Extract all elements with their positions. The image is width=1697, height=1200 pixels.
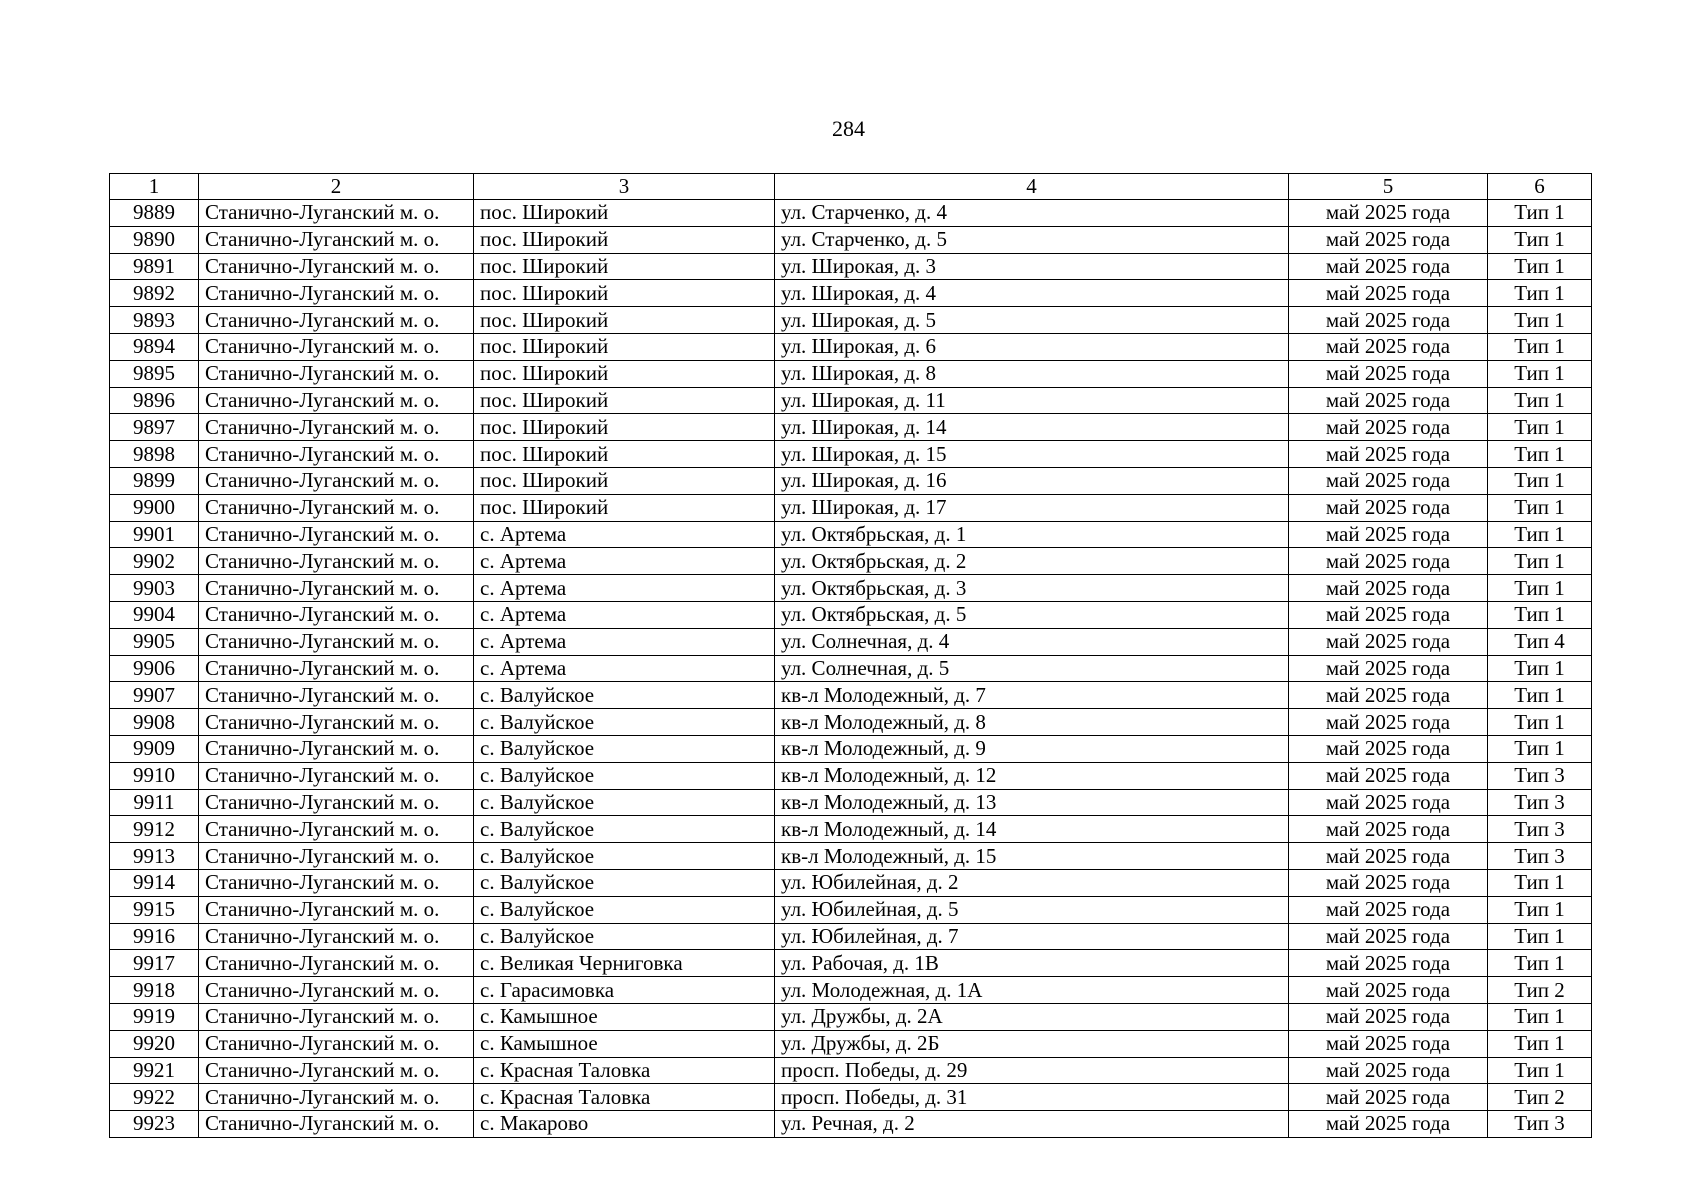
municipality-cell: Станично-Луганский м. о. — [199, 977, 474, 1004]
settlement-cell: с. Валуйское — [474, 843, 775, 870]
address-cell: кв-л Молодежный, д. 14 — [775, 816, 1289, 843]
address-cell: ул. Широкая, д. 14 — [775, 414, 1289, 441]
period-cell: май 2025 года — [1289, 575, 1488, 602]
period-cell: май 2025 года — [1289, 735, 1488, 762]
settlement-cell: с. Красная Таловка — [474, 1084, 775, 1111]
table-row — [110, 494, 1592, 521]
type-cell: Тип 1 — [1488, 575, 1592, 602]
type-cell: Тип 4 — [1488, 628, 1592, 655]
settlement-cell: с. Артема — [474, 655, 775, 682]
table-row — [110, 682, 1592, 709]
table-row — [110, 253, 1592, 280]
row-number-cell: 9895 — [110, 360, 199, 387]
row-number-cell: 9890 — [110, 226, 199, 253]
period-cell: май 2025 года — [1289, 977, 1488, 1004]
settlement-cell: пос. Широкий — [474, 253, 775, 280]
address-cell: кв-л Молодежный, д. 9 — [775, 735, 1289, 762]
type-cell: Тип 1 — [1488, 360, 1592, 387]
address-cell: ул. Широкая, д. 4 — [775, 280, 1289, 307]
row-number-cell: 9902 — [110, 548, 199, 575]
table-row — [110, 896, 1592, 923]
settlement-cell: с. Валуйское — [474, 869, 775, 896]
settlement-cell: с. Великая Черниговка — [474, 950, 775, 977]
row-number-cell: 9891 — [110, 253, 199, 280]
row-number-cell: 9920 — [110, 1030, 199, 1057]
table-row — [110, 735, 1592, 762]
type-cell: Тип 3 — [1488, 843, 1592, 870]
address-cell: ул. Широкая, д. 17 — [775, 494, 1289, 521]
row-number-cell: 9898 — [110, 441, 199, 468]
settlement-cell: с. Валуйское — [474, 735, 775, 762]
settlement-cell: с. Артема — [474, 601, 775, 628]
row-number-cell: 9914 — [110, 869, 199, 896]
type-cell: Тип 3 — [1488, 1111, 1592, 1138]
municipality-cell: Станично-Луганский м. о. — [199, 387, 474, 414]
address-cell: ул. Широкая, д. 5 — [775, 307, 1289, 334]
address-cell: ул. Дружбы, д. 2Б — [775, 1030, 1289, 1057]
period-cell: май 2025 года — [1289, 843, 1488, 870]
municipality-cell: Станично-Луганский м. о. — [199, 575, 474, 602]
row-number-cell: 9921 — [110, 1057, 199, 1084]
table-header — [110, 174, 1592, 200]
period-cell: май 2025 года — [1289, 280, 1488, 307]
table-row — [110, 762, 1592, 789]
settlement-cell: пос. Широкий — [474, 307, 775, 334]
address-cell: ул. Солнечная, д. 5 — [775, 655, 1289, 682]
row-number-cell: 9918 — [110, 977, 199, 1004]
settlement-cell: пос. Широкий — [474, 387, 775, 414]
period-cell: май 2025 года — [1289, 360, 1488, 387]
municipality-cell: Станично-Луганский м. о. — [199, 601, 474, 628]
table-row — [110, 923, 1592, 950]
municipality-cell: Станично-Луганский м. о. — [199, 1084, 474, 1111]
address-cell: ул. Старченко, д. 5 — [775, 226, 1289, 253]
table-row — [110, 441, 1592, 468]
address-cell: ул. Юбилейная, д. 5 — [775, 896, 1289, 923]
row-number-cell: 9893 — [110, 307, 199, 334]
table-row — [110, 280, 1592, 307]
municipality-cell: Станично-Луганский м. о. — [199, 1030, 474, 1057]
municipality-cell: Станично-Луганский м. о. — [199, 253, 474, 280]
row-number-cell: 9911 — [110, 789, 199, 816]
table-row — [110, 200, 1592, 227]
period-cell: май 2025 года — [1289, 387, 1488, 414]
type-cell: Тип 1 — [1488, 226, 1592, 253]
municipality-cell: Станично-Луганский м. о. — [199, 1003, 474, 1030]
type-cell: Тип 1 — [1488, 709, 1592, 736]
type-cell: Тип 1 — [1488, 869, 1592, 896]
settlement-cell: с. Камышное — [474, 1003, 775, 1030]
municipality-cell: Станично-Луганский м. о. — [199, 816, 474, 843]
type-cell: Тип 1 — [1488, 467, 1592, 494]
type-cell: Тип 2 — [1488, 1084, 1592, 1111]
table-row — [110, 548, 1592, 575]
period-cell: май 2025 года — [1289, 333, 1488, 360]
type-cell: Тип 1 — [1488, 521, 1592, 548]
address-cell: ул. Широкая, д. 8 — [775, 360, 1289, 387]
row-number-cell: 9906 — [110, 655, 199, 682]
settlement-cell: с. Артема — [474, 548, 775, 575]
row-number-cell: 9910 — [110, 762, 199, 789]
type-cell: Тип 1 — [1488, 307, 1592, 334]
period-cell: май 2025 года — [1289, 521, 1488, 548]
row-number-cell: 9919 — [110, 1003, 199, 1030]
header-row — [110, 174, 1592, 200]
type-cell: Тип 1 — [1488, 548, 1592, 575]
settlement-cell: с. Валуйское — [474, 709, 775, 736]
address-cell: ул. Широкая, д. 16 — [775, 467, 1289, 494]
row-number-cell: 9913 — [110, 843, 199, 870]
table-row — [110, 950, 1592, 977]
address-cell: ул. Широкая, д. 3 — [775, 253, 1289, 280]
table-body — [110, 200, 1592, 1138]
address-cell: ул. Широкая, д. 11 — [775, 387, 1289, 414]
type-cell: Тип 1 — [1488, 923, 1592, 950]
period-cell: май 2025 года — [1289, 1003, 1488, 1030]
table-row — [110, 843, 1592, 870]
row-number-cell: 9907 — [110, 682, 199, 709]
row-number-cell: 9899 — [110, 467, 199, 494]
row-number-cell: 9900 — [110, 494, 199, 521]
settlement-cell: с. Артема — [474, 521, 775, 548]
row-number-cell: 9896 — [110, 387, 199, 414]
municipality-cell: Станично-Луганский м. о. — [199, 735, 474, 762]
period-cell: май 2025 года — [1289, 548, 1488, 575]
row-number-cell: 9909 — [110, 735, 199, 762]
type-cell: Тип 3 — [1488, 789, 1592, 816]
table-row — [110, 601, 1592, 628]
period-cell: май 2025 года — [1289, 762, 1488, 789]
period-cell: май 2025 года — [1289, 226, 1488, 253]
settlement-cell: пос. Широкий — [474, 360, 775, 387]
row-number-cell: 9889 — [110, 200, 199, 227]
municipality-cell: Станично-Луганский м. о. — [199, 682, 474, 709]
type-cell: Тип 1 — [1488, 601, 1592, 628]
period-cell: май 2025 года — [1289, 923, 1488, 950]
municipality-cell: Станично-Луганский м. о. — [199, 333, 474, 360]
period-cell: май 2025 года — [1289, 655, 1488, 682]
address-cell: ул. Юбилейная, д. 2 — [775, 869, 1289, 896]
period-cell: май 2025 года — [1289, 253, 1488, 280]
address-cell: кв-л Молодежный, д. 7 — [775, 682, 1289, 709]
table-row — [110, 1084, 1592, 1111]
type-cell: Тип 1 — [1488, 200, 1592, 227]
settlement-cell: пос. Широкий — [474, 200, 775, 227]
table-row — [110, 1057, 1592, 1084]
table-row — [110, 628, 1592, 655]
type-cell: Тип 1 — [1488, 950, 1592, 977]
table-row — [110, 575, 1592, 602]
settlement-cell: с. Валуйское — [474, 762, 775, 789]
period-cell: май 2025 года — [1289, 709, 1488, 736]
address-cell: просп. Победы, д. 29 — [775, 1057, 1289, 1084]
address-cell: ул. Рабочая, д. 1В — [775, 950, 1289, 977]
row-number-cell: 9903 — [110, 575, 199, 602]
address-cell: ул. Старченко, д. 4 — [775, 200, 1289, 227]
settlement-cell: пос. Широкий — [474, 333, 775, 360]
type-cell: Тип 3 — [1488, 816, 1592, 843]
table-row — [110, 414, 1592, 441]
period-cell: май 2025 года — [1289, 950, 1488, 977]
type-cell: Тип 1 — [1488, 1057, 1592, 1084]
table-row — [110, 307, 1592, 334]
address-cell: ул. Речная, д. 2 — [775, 1111, 1289, 1138]
settlement-cell: с. Валуйское — [474, 789, 775, 816]
municipality-cell: Станично-Луганский м. о. — [199, 307, 474, 334]
period-cell: май 2025 года — [1289, 869, 1488, 896]
period-cell: май 2025 года — [1289, 628, 1488, 655]
settlement-cell: с. Валуйское — [474, 896, 775, 923]
type-cell: Тип 1 — [1488, 441, 1592, 468]
type-cell: Тип 1 — [1488, 655, 1592, 682]
settlement-cell: с. Гарасимовка — [474, 977, 775, 1004]
type-cell: Тип 1 — [1488, 682, 1592, 709]
municipality-cell: Станично-Луганский м. о. — [199, 950, 474, 977]
page-number: 284 — [832, 116, 865, 141]
settlement-cell: с. Макарово — [474, 1111, 775, 1138]
type-cell: Тип 1 — [1488, 414, 1592, 441]
period-cell: май 2025 года — [1289, 467, 1488, 494]
address-cell: кв-л Молодежный, д. 13 — [775, 789, 1289, 816]
period-cell: май 2025 года — [1289, 414, 1488, 441]
period-cell: май 2025 года — [1289, 896, 1488, 923]
table-row — [110, 333, 1592, 360]
period-cell: май 2025 года — [1289, 601, 1488, 628]
address-cell: ул. Молодежная, д. 1А — [775, 977, 1289, 1004]
type-cell: Тип 1 — [1488, 735, 1592, 762]
municipality-cell: Станично-Луганский м. о. — [199, 869, 474, 896]
row-number-cell: 9905 — [110, 628, 199, 655]
address-cell: ул. Юбилейная, д. 7 — [775, 923, 1289, 950]
row-number-cell: 9922 — [110, 1084, 199, 1111]
type-cell: Тип 1 — [1488, 1030, 1592, 1057]
address-cell: кв-л Молодежный, д. 15 — [775, 843, 1289, 870]
table-row — [110, 1003, 1592, 1030]
municipality-cell: Станично-Луганский м. о. — [199, 441, 474, 468]
row-number-cell: 9894 — [110, 333, 199, 360]
type-cell: Тип 1 — [1488, 1003, 1592, 1030]
table-row — [110, 709, 1592, 736]
period-cell: май 2025 года — [1289, 682, 1488, 709]
period-cell: май 2025 года — [1289, 789, 1488, 816]
type-cell: Тип 3 — [1488, 762, 1592, 789]
table-row — [110, 869, 1592, 896]
type-cell: Тип 1 — [1488, 333, 1592, 360]
municipality-cell: Станично-Луганский м. о. — [199, 709, 474, 736]
row-number-cell: 9915 — [110, 896, 199, 923]
address-cell: ул. Солнечная, д. 4 — [775, 628, 1289, 655]
address-cell: ул. Широкая, д. 15 — [775, 441, 1289, 468]
settlement-cell: пос. Широкий — [474, 226, 775, 253]
address-cell: ул. Октябрьская, д. 1 — [775, 521, 1289, 548]
municipality-cell: Станично-Луганский м. о. — [199, 762, 474, 789]
table-row — [110, 1030, 1592, 1057]
table-row — [110, 789, 1592, 816]
period-cell: май 2025 года — [1289, 1111, 1488, 1138]
address-cell: ул. Дружбы, д. 2А — [775, 1003, 1289, 1030]
column-header-6: 6 — [1488, 174, 1592, 200]
address-cell: ул. Октябрьская, д. 5 — [775, 601, 1289, 628]
period-cell: май 2025 года — [1289, 1057, 1488, 1084]
row-number-cell: 9923 — [110, 1111, 199, 1138]
row-number-cell: 9892 — [110, 280, 199, 307]
column-header-5: 5 — [1289, 174, 1488, 200]
register-table — [109, 173, 1592, 1138]
column-header-4: 4 — [775, 174, 1289, 200]
settlement-cell: с. Артема — [474, 575, 775, 602]
period-cell: май 2025 года — [1289, 494, 1488, 521]
row-number-cell: 9917 — [110, 950, 199, 977]
municipality-cell: Станично-Луганский м. о. — [199, 1111, 474, 1138]
settlement-cell: пос. Широкий — [474, 494, 775, 521]
address-cell: кв-л Молодежный, д. 8 — [775, 709, 1289, 736]
municipality-cell: Станично-Луганский м. о. — [199, 1057, 474, 1084]
table-row — [110, 467, 1592, 494]
municipality-cell: Станично-Луганский м. о. — [199, 467, 474, 494]
municipality-cell: Станично-Луганский м. о. — [199, 494, 474, 521]
row-number-cell: 9916 — [110, 923, 199, 950]
municipality-cell: Станично-Луганский м. о. — [199, 226, 474, 253]
settlement-cell: с. Валуйское — [474, 923, 775, 950]
settlement-cell: с. Валуйское — [474, 682, 775, 709]
table-row — [110, 387, 1592, 414]
row-number-cell: 9901 — [110, 521, 199, 548]
table-row — [110, 655, 1592, 682]
settlement-cell: с. Камышное — [474, 1030, 775, 1057]
column-header-1: 1 — [110, 174, 199, 200]
municipality-cell: Станично-Луганский м. о. — [199, 655, 474, 682]
settlement-cell: пос. Широкий — [474, 414, 775, 441]
settlement-cell: пос. Широкий — [474, 441, 775, 468]
municipality-cell: Станично-Луганский м. о. — [199, 200, 474, 227]
period-cell: май 2025 года — [1289, 307, 1488, 334]
table-row — [110, 1111, 1592, 1138]
municipality-cell: Станично-Луганский м. о. — [199, 521, 474, 548]
settlement-cell: с. Валуйское — [474, 816, 775, 843]
municipality-cell: Станично-Луганский м. о. — [199, 280, 474, 307]
municipality-cell: Станично-Луганский м. о. — [199, 896, 474, 923]
table-row — [110, 816, 1592, 843]
type-cell: Тип 1 — [1488, 494, 1592, 521]
settlement-cell: пос. Широкий — [474, 467, 775, 494]
type-cell: Тип 1 — [1488, 253, 1592, 280]
row-number-cell: 9912 — [110, 816, 199, 843]
period-cell: май 2025 года — [1289, 1030, 1488, 1057]
period-cell: май 2025 года — [1289, 441, 1488, 468]
municipality-cell: Станично-Луганский м. о. — [199, 923, 474, 950]
type-cell: Тип 1 — [1488, 387, 1592, 414]
table-row — [110, 226, 1592, 253]
period-cell: май 2025 года — [1289, 816, 1488, 843]
row-number-cell: 9897 — [110, 414, 199, 441]
settlement-cell: с. Красная Таловка — [474, 1057, 775, 1084]
municipality-cell: Станично-Луганский м. о. — [199, 789, 474, 816]
type-cell: Тип 1 — [1488, 896, 1592, 923]
address-cell: кв-л Молодежный, д. 12 — [775, 762, 1289, 789]
municipality-cell: Станично-Луганский м. о. — [199, 414, 474, 441]
period-cell: май 2025 года — [1289, 1084, 1488, 1111]
table-row — [110, 977, 1592, 1004]
column-header-2: 2 — [199, 174, 474, 200]
settlement-cell: пос. Широкий — [474, 280, 775, 307]
municipality-cell: Станично-Луганский м. о. — [199, 843, 474, 870]
address-cell: ул. Октябрьская, д. 3 — [775, 575, 1289, 602]
municipality-cell: Станично-Луганский м. о. — [199, 628, 474, 655]
column-header-3: 3 — [474, 174, 775, 200]
address-cell: ул. Октябрьская, д. 2 — [775, 548, 1289, 575]
period-cell: май 2025 года — [1289, 200, 1488, 227]
settlement-cell: с. Артема — [474, 628, 775, 655]
row-number-cell: 9908 — [110, 709, 199, 736]
type-cell: Тип 2 — [1488, 977, 1592, 1004]
row-number-cell: 9904 — [110, 601, 199, 628]
address-cell: ул. Широкая, д. 6 — [775, 333, 1289, 360]
type-cell: Тип 1 — [1488, 280, 1592, 307]
address-cell: просп. Победы, д. 31 — [775, 1084, 1289, 1111]
table-row — [110, 360, 1592, 387]
municipality-cell: Станично-Луганский м. о. — [199, 548, 474, 575]
table-row — [110, 521, 1592, 548]
municipality-cell: Станично-Луганский м. о. — [199, 360, 474, 387]
